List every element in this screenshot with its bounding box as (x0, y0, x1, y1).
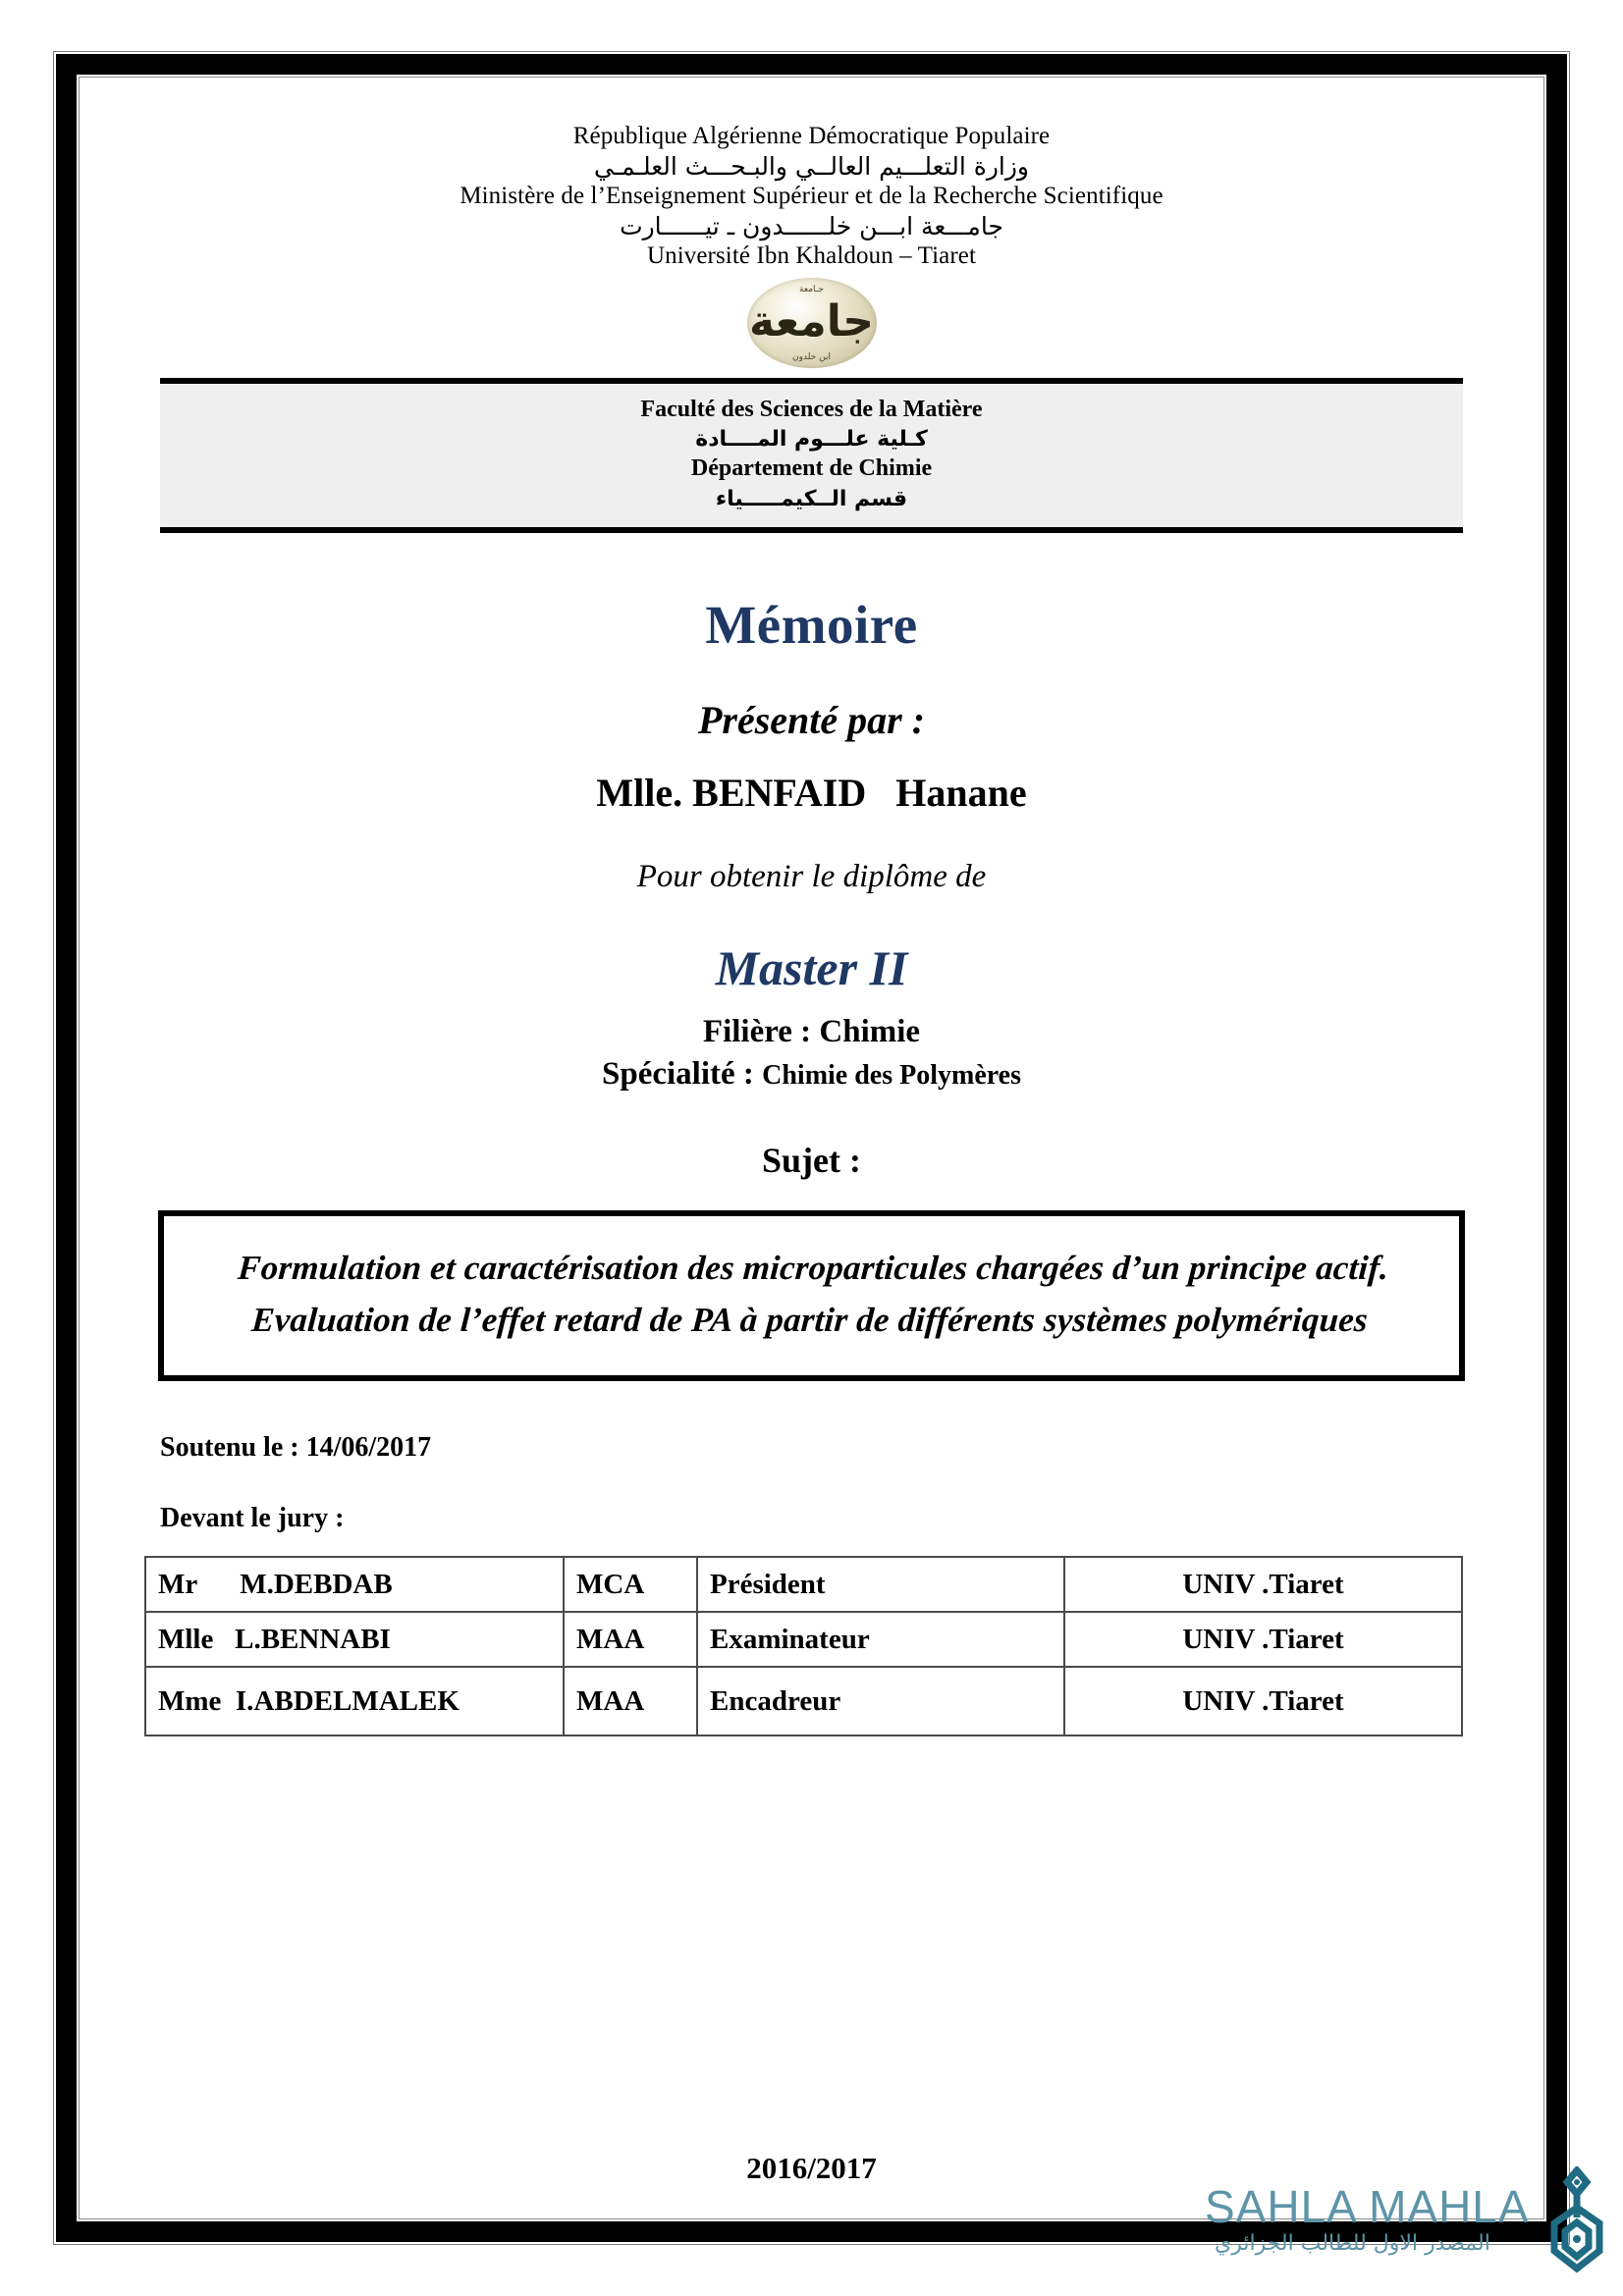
jury-member-name: Mme I.ABDELMALEK (145, 1667, 564, 1735)
department-name-fr: Département de Chimie (690, 455, 933, 482)
jury-member-role: Président (697, 1557, 1064, 1612)
thesis-subject-box (158, 1210, 1465, 1381)
seal-arc-bottom-text: ابن خلدون (792, 351, 831, 362)
defense-date: Soutenu le : 14/06/2017 (160, 1432, 432, 1464)
document-type-title: Mémoire (705, 594, 918, 655)
jury-member-name: Mr M.DEBDAB (145, 1557, 564, 1612)
table-row (145, 1557, 1462, 1612)
jury-member-grade: MAA (564, 1667, 697, 1735)
field-value: Chimie (819, 1013, 921, 1049)
academic-year: 2016/2017 (746, 2151, 877, 2185)
faculty-name-ar: كـلية علـــوم المــــادة (695, 427, 928, 453)
faculty-name-fr: Faculté des Sciences de la Matière (640, 396, 983, 422)
header-line-ministry-ar: وزارة التعلـــيم العالــي والبـحـــث العلـمـي (594, 151, 1029, 181)
jury-member-university: UNIV .Tiaret (1064, 1667, 1462, 1735)
page-border-frame (53, 51, 1570, 2245)
header-line-university-fr: Université Ibn Khaldoun – Tiaret (646, 242, 977, 269)
watermark-tagline-ar: المصدر الاول للطالب الجزائري (1215, 2231, 1490, 2256)
author-name: Mlle. BENFAID Hanane (596, 770, 1027, 815)
speciality-value: Chimie des Polymères (762, 1059, 1022, 1091)
header-line-ministry-fr: Ministère de l’Enseignement Supérieur et de la Recherche Scientifique (460, 183, 1163, 209)
jury-member-university: UNIV .Tiaret (1064, 1557, 1462, 1612)
presented-by-label: Présenté par : (697, 697, 926, 742)
header-line-republic: République Algérienne Démocratique Populaire (572, 123, 1051, 149)
jury-member-university: UNIV .Tiaret (1064, 1612, 1462, 1667)
seal-arc-top-text: جـامعة (799, 284, 824, 294)
jury-member-grade: MAA (564, 1612, 697, 1667)
speciality-label: Spécialité : (601, 1055, 763, 1092)
university-seal-wrapper (131, 278, 1492, 368)
header-line-university-ar: جامـــعة ابـــن خلــــــدون ـ تيــــــارت (620, 211, 1003, 240)
table-row (145, 1667, 1462, 1735)
thesis-subject-text: Formulation et caractérisation des microparticules chargées d’un principe actif. Evaluation de l’effet retard de PA à partir de différents systèmes polymériques (237, 1248, 1390, 1340)
department-name-ar: قسم الــكيمـــــياء (715, 486, 908, 511)
jury-member-role: Examinateur (697, 1612, 1064, 1667)
page-content-area (79, 77, 1544, 2219)
diploma-purpose-text: Pour obtenir le diplôme de (636, 858, 987, 894)
field-of-study-line (131, 1014, 1492, 1050)
jury-intro-label: Devant le jury : (160, 1503, 345, 1534)
speciality-line (131, 1056, 1492, 1093)
seal-center-glyph: جامعة (749, 295, 874, 347)
jury-table (144, 1556, 1463, 1736)
page-border-thick (56, 54, 1567, 2242)
jury-member-grade: MCA (564, 1557, 697, 1612)
faculty-department-band (160, 378, 1463, 533)
university-seal-icon (747, 278, 877, 368)
watermark-brand-text: SAHLA MAHLA (1205, 2181, 1530, 2232)
jury-member-name: Mlle L.BENNABI (145, 1612, 564, 1667)
field-label: Filière : (702, 1013, 820, 1049)
subject-label: Sujet : (762, 1140, 861, 1180)
jury-member-role: Encadreur (697, 1667, 1064, 1735)
institution-header (131, 78, 1492, 272)
table-row (145, 1612, 1462, 1667)
degree-title: Master II (715, 939, 908, 995)
